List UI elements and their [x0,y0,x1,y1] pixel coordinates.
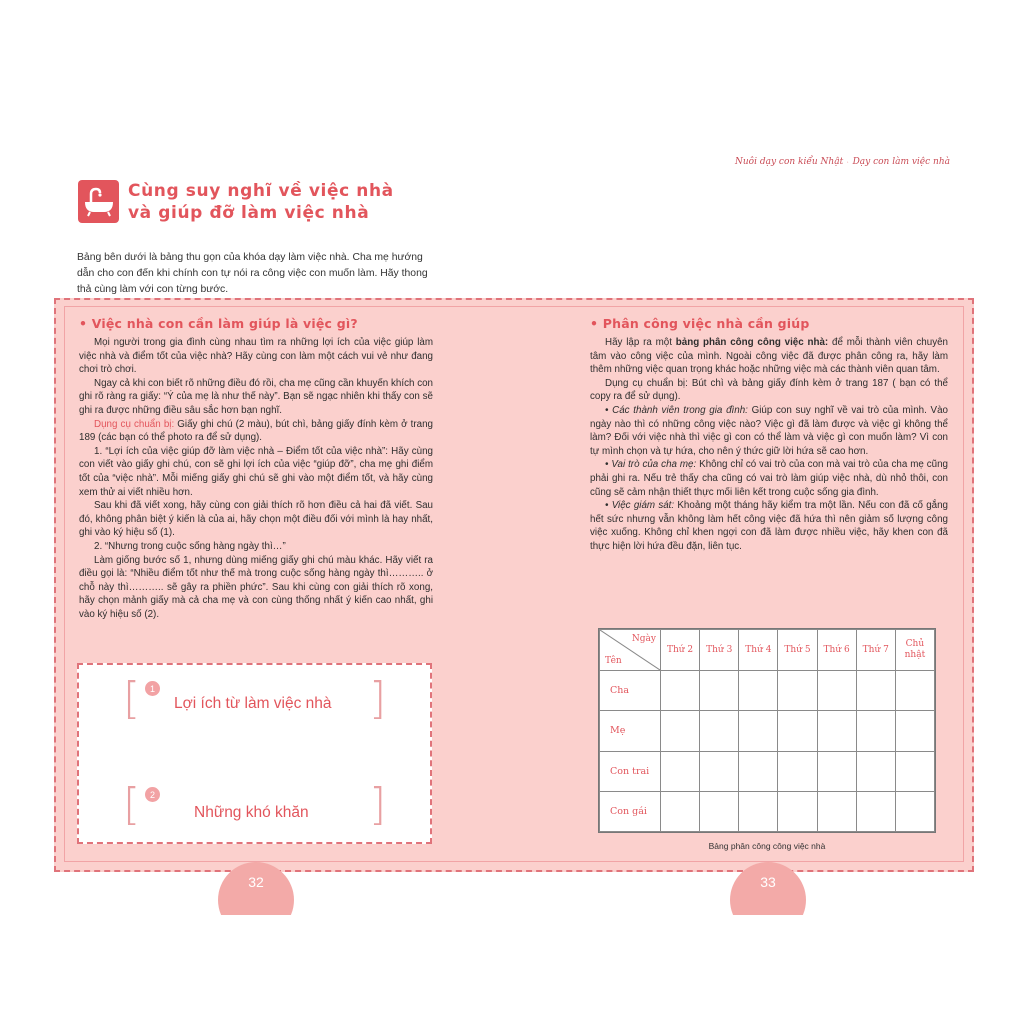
table-cell[interactable] [895,751,934,791]
table-cell[interactable] [700,711,739,751]
table-cell[interactable] [817,791,856,831]
right-bracket: ] [369,673,387,724]
corner-name-label: Tên [605,656,622,666]
chapter-title [128,180,428,224]
chapter-title-line1: Cùng suy nghĩ về việc nhà [128,181,394,201]
parents-role-text: Không chỉ có vai trò của con mà vai trò của cha mẹ cũng phải ghi ra. Nếu trẻ thấy cha cũng có vai trò làm giúp việc nhà, dù nhỏ thôi, con cũng sẽ cảm nhận thiết thực mối liên kết trong cuộc sống gia đình. [590,459,948,498]
corner-day-label: Ngày [631,634,656,644]
chapter-title-line2: và giúp đỡ làm việc nhà [128,203,370,223]
right-p1-a: Hãy lập ra một [605,337,676,348]
answer-label-1[interactable]: Lợi ích từ làm việc nhà [174,695,332,712]
answer-label-2[interactable]: Những khó khăn [194,804,309,821]
table-cell[interactable] [739,711,778,751]
table-cell[interactable] [661,791,700,831]
table-row [600,791,935,831]
table-cell[interactable] [895,711,934,751]
row-label: Con trai [600,751,661,791]
row-label: Mẹ [600,711,661,751]
table-cell[interactable] [778,671,817,711]
right-bracket: ] [369,779,387,830]
right-paragraph-4 [590,458,948,499]
table-cell[interactable] [739,791,778,831]
table-cell[interactable] [817,711,856,751]
table-cell[interactable] [856,711,895,751]
left-paragraph-6: Làm giống bước số 1, nhưng dùng miếng giấy ghi chú màu khác. Hãy viết ra điều gọi là: “Nhiều điểm tốt như thế mà trong cuộc sống hàng ngày thì……….. ở chỗ này thì……….. sẽ gây ra phiền phức”. Sau khi cùng con giải thích rõ xong, hãy chọn mảnh giấy mà cả cha mẹ và con cùng thống nhất ý kiến cao nhất, ghi vào ký hiệu số (2). [79,554,433,620]
left-bracket: [ [123,673,141,724]
row-label: Con gái [600,791,661,831]
table-corner-cell [600,630,661,671]
table-cell[interactable] [661,671,700,711]
page-bottom-margin [0,915,1024,1024]
right-p1-b: để mỗi thành viên chuyên tâm vào công việc của mình. Ngoài công việc đã được phân công ra, hãy làm thêm những việc quan trọng khác hoặc những việc mà các thành viên quan tâm. [590,337,948,376]
left-body [79,336,433,621]
left-bracket: [ [123,779,141,830]
left-paragraph-3: 1. “Lợi ích của việc giúp đỡ làm việc nhà – Điểm tốt của việc nhà”: Hãy cùng con viết vào giấy ghi chú, con sẽ ghi lợi ích của việc “giúp đỡ”, cha mẹ ghi điểm tốt của “việc nhà”. Mỗi miếng giấy ghi chú sẽ ghi vào một điểm tốt, và hãy cùng xem thử ai viết nhiều hơn. [79,445,433,498]
right-paragraph-1 [590,336,948,377]
table-caption: Bảng phân công công việc nhà [708,841,826,851]
table-cell[interactable] [778,711,817,751]
table-cell[interactable] [895,671,934,711]
left-paragraph-4: Sau khi đã viết xong, hãy cùng con giải thích rõ hơn điều cả hai đã viết. Sau đó, không phân biệt ý kiến là của ai, hãy chọn một điều đối với mình là hay nhất, ghi vào ký hiệu số (1). [79,500,433,539]
right-p1-bold: bảng phân công công việc nhà: [675,337,829,348]
supervision-text: Khoảng một tháng hãy kiểm tra một lần. Nếu con đã cố gắng hết sức nhưng vẫn không làm hết công việc đã hứa thì nên giảm số lượng công việc xuống. Không chỉ khen ngợi con đã làm được nhiều việc, hãy khen con đã thực hiện lời hứa đều đặn, liên tục. [590,500,948,552]
table-cell[interactable] [700,791,739,831]
table-cell[interactable] [739,751,778,791]
table-cell[interactable] [856,751,895,791]
running-header-right: Dạy con làm việc nhà [852,157,950,167]
tools-label: Dụng cụ chuẩn bị: [94,418,175,430]
members-label: • Các thành viên trong gia đình: [605,404,748,416]
table-row [600,671,935,711]
right-paragraph-5 [590,499,948,553]
bathtub-icon [847,154,848,170]
table-cell[interactable] [661,751,700,791]
chore-schedule-table [598,628,936,833]
supervision-label: • Việc giám sát: [605,500,675,512]
day-header: Thứ 2 [661,630,700,671]
tools-text: Giấy ghi chú (2 màu), bút chì, bảng giấy đính kèm ở trang 189 (các bạn có thể photo ra để sử dụng). [79,418,433,444]
left-paragraph-tools [79,418,433,445]
page-number-right: 33 [730,862,806,938]
table-cell[interactable] [817,751,856,791]
right-section-title: • Phân công việc nhà cần giúp [590,316,810,331]
right-body [590,336,948,554]
number-badge-1: 1 [145,681,160,696]
table-cell[interactable] [895,791,934,831]
table-header-row [600,630,935,671]
chapter-bathtub-icon [78,180,119,223]
day-header: Thứ 6 [817,630,856,671]
running-header [735,152,950,172]
left-paragraph-5: 2. “Nhưng trong cuộc sống hàng ngày thì…” [94,540,286,552]
left-section-title: • Việc nhà con cần làm giúp là việc gì? [79,316,358,331]
table-row [600,751,935,791]
day-header: Chủ nhật [895,630,934,671]
day-header: Thứ 5 [778,630,817,671]
table-cell[interactable] [739,671,778,711]
table-cell[interactable] [661,711,700,751]
day-header: Thứ 4 [739,630,778,671]
answer-box [77,663,432,844]
running-header-left: Nuôi dạy con kiểu Nhật [735,157,844,167]
right-paragraph-3 [590,404,948,458]
left-column [79,316,433,621]
table-cell[interactable] [817,671,856,711]
table-cell[interactable] [778,751,817,791]
table-cell[interactable] [856,671,895,711]
table-cell[interactable] [700,751,739,791]
right-column [590,316,948,554]
page-number-left: 32 [218,862,294,938]
table-row [600,711,935,751]
day-header: Thứ 3 [700,630,739,671]
parents-role-label: • Vai trò của cha mẹ: [605,459,697,471]
left-paragraph-1: Mọi người trong gia đình cùng nhau tìm ra những lợi ích của việc giúp làm việc nhà và điểm tốt của việc nhà? Hãy cùng con làm một cách vui vẻ như đang chơi trò chơi. [79,337,433,376]
row-label: Cha [600,671,661,711]
intro-paragraph: Bảng bên dưới là bảng thu gọn của khóa dạy làm việc nhà. Cha mẹ hướng dẫn cho con đến khi chính con tự nói ra công việc con muốn làm. Hãy thong thả cùng làm với con từng bước. [77,252,428,295]
right-paragraph-2: Dụng cụ chuẩn bị: Bút chì và bảng giấy đính kèm ở trang 187 ( bạn có thể copy ra để sử dụng). [590,377,948,403]
table-cell[interactable] [778,791,817,831]
left-paragraph-2: Ngay cả khi con biết rõ những điều đó rồi, cha mẹ cũng cần khuyến khích con ghi rõ ràng ra giấy: “Ý của mẹ là như thế này”. Bạn sẽ ngạc nhiên khi thấy con sẽ ghi ra được những điều sâu sắc hơn bạn nghĩ. [79,377,433,416]
table-cell[interactable] [856,791,895,831]
day-header: Thứ 7 [856,630,895,671]
number-badge-2: 2 [145,787,160,802]
table-cell[interactable] [700,671,739,711]
members-text: Giúp con suy nghĩ về vai trò của mình. Vào ngày nào thì có những công việc nào? Việc gì đã làm được và việc gì không thể làm? Đối với việc nhà thì việc gì con có thể làm và việc gì con muốn làm? Vì con tự mình chọn và tự hứa, cho nên ý thức giữ lời hứa sẽ cao hơn. [590,404,948,457]
